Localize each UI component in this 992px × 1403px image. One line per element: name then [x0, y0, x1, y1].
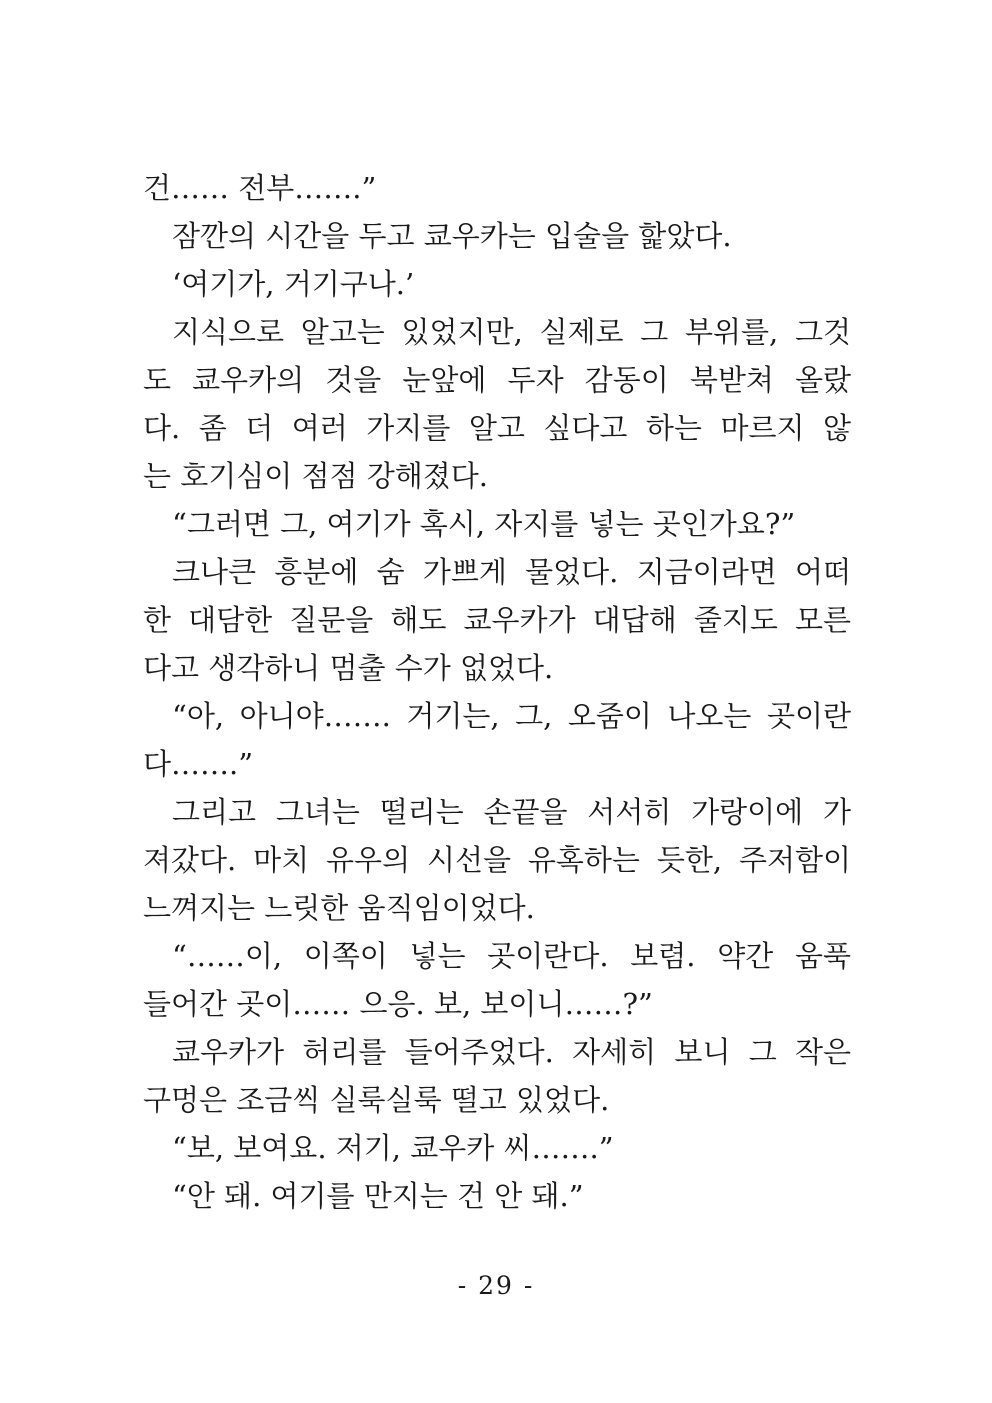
text-line: “보, 보여요. 저기, 쿄우카 씨…….” [172, 1131, 614, 1165]
text-line: ‘여기가, 거기구나.’ [172, 267, 415, 301]
text-line: 다고 생각하니 멈출 수가 없었다. [143, 651, 554, 685]
body-text [143, 164, 851, 1220]
text-line: “……이, 이쪽이 넣는 곳이란다. 보렴. 약간 움푹 [172, 939, 851, 973]
text-line: 잠깐의 시간을 두고 쿄우카는 입술을 핥았다. [172, 219, 732, 253]
text-line: “아, 아니야……. 거기는, 그, 오줌이 나오는 곳이란 [172, 699, 851, 733]
text-line: 져갔다. 마치 유우의 시선을 유혹하는 듯한, 주저함이 [143, 843, 851, 877]
text-line: “안 돼. 여기를 만지는 건 안 돼.” [172, 1179, 584, 1213]
text-line: 느껴지는 느릿한 움직임이었다. [143, 891, 535, 925]
text-line: 다…….” [143, 747, 254, 781]
text-line: “그러면 그, 여기가 혹시, 자지를 넣는 곳인가요?” [172, 507, 796, 541]
text-line: 그리고 그녀는 떨리는 손끝을 서서히 가랑이에 가 [172, 795, 851, 829]
page-number: - 29 - [457, 1271, 535, 1300]
text-line: 크나큰 흥분에 숨 가쁘게 물었다. 지금이라면 어떠 [172, 555, 851, 589]
text-line: 지식으로 알고는 있었지만, 실제로 그 부위를, 그것 [172, 315, 851, 349]
text-line: 건…… 전부…….” [143, 171, 377, 205]
text-line: 는 호기심이 점점 강해졌다. [143, 459, 489, 493]
text-line: 구멍은 조금씩 실룩실룩 떨고 있었다. [143, 1083, 610, 1117]
text-line: 들어간 곳이…… 으응. 보, 보이니……?” [143, 987, 653, 1021]
text-line: 도 쿄우카의 것을 눈앞에 두자 감동이 북받쳐 올랐 [143, 363, 851, 397]
text-line: 한 대담한 질문을 해도 쿄우카가 대답해 줄지도 모른 [143, 603, 851, 637]
text-line: 쿄우카가 허리를 들어주었다. 자세히 보니 그 작은 [172, 1035, 851, 1069]
text-line: 다. 좀 더 여러 가지를 알고 싶다고 하는 마르지 않 [143, 411, 851, 445]
